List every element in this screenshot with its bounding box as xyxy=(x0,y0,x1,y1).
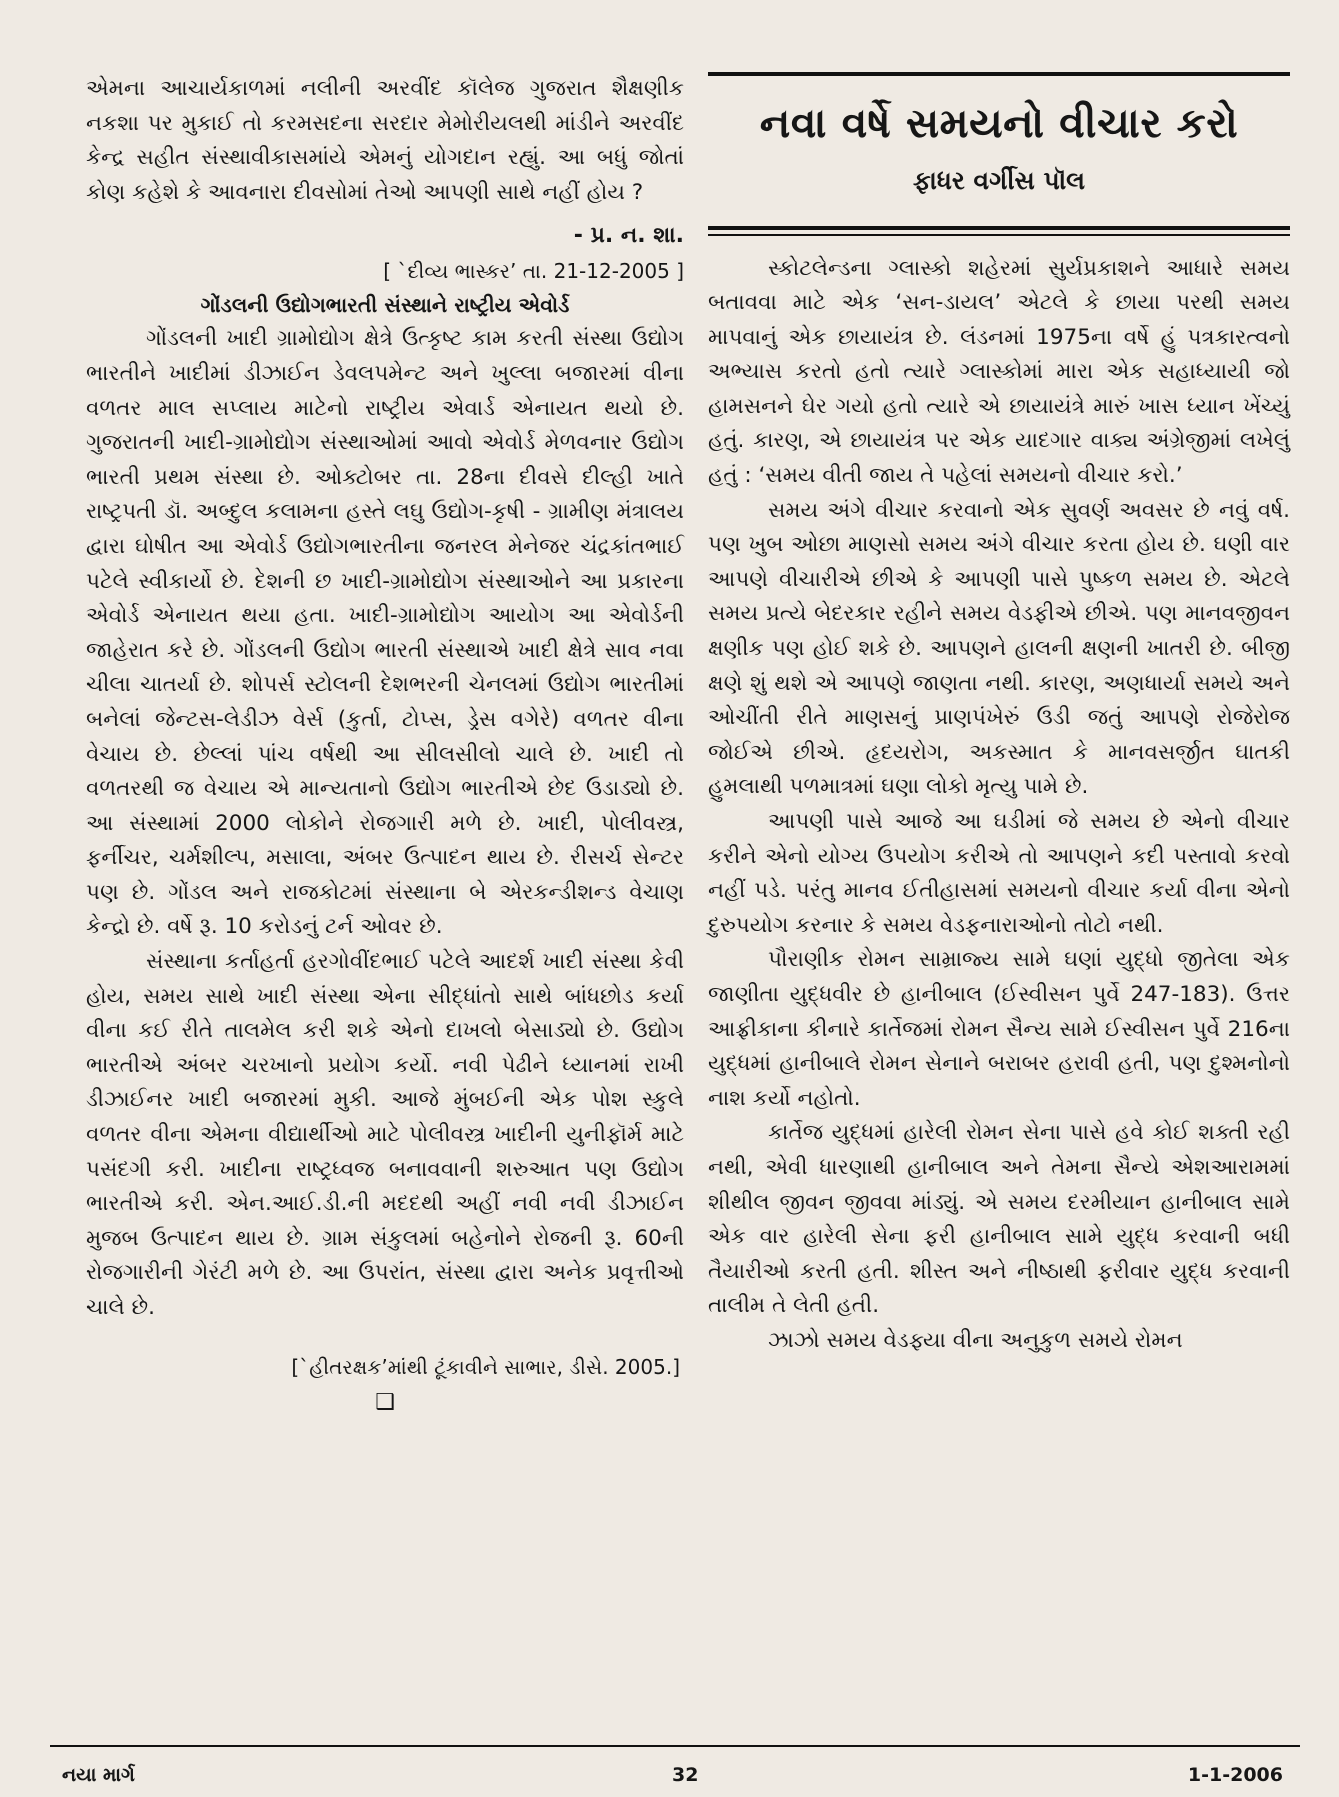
article-subheading: ગોંડલની ઉદ્યોગભારતી સંસ્થાને રાષ્ટ્રીય એવોર્ડ xyxy=(200,293,570,318)
title-top-rule xyxy=(708,72,1290,76)
right-column xyxy=(708,72,1290,1359)
article-title: નવા વર્ષે સમયનો વીચાર કરો xyxy=(759,99,1239,147)
left-paragraph-1: એમના આચાર્યકાળમાં નલીની અરવીંદ કૉલેજ ગુજરાત શૈક્ષણીક નકશા પર મુકાઈ તો કરમસદના સરદાર મેમોરીયલથી માંડીને અરવીંદ કેન્દ્ર સહીત સંસ્થાવીકાસમાંયે એમનું યોગદાન રહ્યું. આ બધું જોતાં કોણ કહેશે કે આવનારા દીવસોમાં તેઓ આપણી સાથે નહીં હોય ? xyxy=(86,76,684,205)
source-citation: [ `દીવ્ય ભાસ્કર’ તા. 21-12-2005 ] xyxy=(383,259,684,284)
article-author: ફાધર વર્ગીસ પૉલ xyxy=(912,166,1086,195)
right-paragraph-1: સ્કોટલેન્ડના ગ્લાસ્કો શહેરમાં સુર્યપ્રકાશને આધારે સમય બતાવવા માટે એક ‘સન-ડાયલ’ એટલે કે છાયા પરથી સમય માપવાનું એક છાયાયંત્ર છે. લંડનમાં 1975ના વર્ષે હું પત્રકારત્વનો અભ્યાસ કરતો હતો ત્યારે ગ્લાસ્કોમાં મારા એક સહાધ્યાયી જો હામસનને ઘેર ગયો હતો ત્યારે એ છાયાયંત્રે મારું ખાસ ધ્યાન ખેંચ્યું હતું. કારણ, એ છાયાયંત્ર પર એક યાદગાર વાક્ય અંગ્રેજીમાં લખેલું હતું : ‘સમય વીતી જાય તે પહેલાં સમયનો વીચાર કરો.’ xyxy=(708,255,1290,489)
end-mark-icon: ❑ xyxy=(375,1389,395,1415)
signature: - પ્ર. ન. શા. xyxy=(573,223,684,249)
right-paragraph-5: કાર્તેજ યુદ્ધમાં હારેલી રોમન સેના પાસે હવે કોઈ શક્તી રહી નથી, એવી ધારણાથી હાનીબાલ અને તેમના સૈન્યે એશઆરામમાં શીથીલ જીવન જીવવા માંડ્યું. એ સમય દરમીયાન હાનીબાલ સામે એક વાર હારેલી સેના ફરી હાનીબાલ સામે યુદ્ધ કરવાની બધી તૈયારીઓ કરતી હતી. શીસ્ત અને નીષ્ઠાથી ફરીવાર યુદ્ધ કરવાની તાલીમ તે લેતી હતી. xyxy=(708,1120,1290,1319)
left-paragraph-2: ગોંડલની ખાદી ગ્રામોદ્યોગ ક્ષેત્રે ઉત્કૃષ્ટ કામ કરતી સંસ્થા ઉદ્યોગ ભારતીને ખાદીમાં ડીઝાઈન ડેવલપમેન્ટ અને ખુલ્લા બજારમાં વીના વળતર માલ સપ્લાય માટેનો રાષ્ટ્રીય એવાર્ડ એનાયત થયો છે. ગુજરાતની ખાદી-ગ્રામોદ્યોગ સંસ્થાઓમાં આવો એવોર્ડ મેળવનાર ઉદ્યોગ ભારતી પ્રથમ સંસ્થા છે. ઓક્ટોબર તા. 28ના દીવસે દીલ્હી ખાતે રાષ્ટ્રપતી ડૉ. અબ્દુલ કલામના હસ્તે લઘુ ઉદ્યોગ-કૃષી - ગ્રામીણ મંત્રાલય દ્વારા ઘોષીત આ એવોર્ડ ઉદ્યોગભારતીના જનરલ મેનેજર ચંદ્રકાંતભાઈ પટેલે સ્વીકાર્યો છે. દેશની છ ખાદી-ગ્રામોદ્યોગ સંસ્થાઓને આ પ્રકારના એવોર્ડ એનાયત થયા હતા. ખાદી-ગ્રામોદ્યોગ આયોગ આ એવોર્ડની જાહેરાત કરે છે. ગોંડલની ઉદ્યોગ ભારતી સંસ્થાએ ખાદી ક્ષેત્રે સાવ નવા ચીલા ચાતર્યા છે. શોપર્સ સ્ટોલની દેશભરની ચેનલમાં ઉદ્યોગ ભારતીમાં બનેલાં જેન્ટસ-લેડીઝ વેર્સ (કુર્તા, ટોપ્સ, ડ્રેસ વગેરે) વળતર વીના વેચાય છે. છેલ્લાં પાંચ વર્ષથી આ સીલસીલો ચાલે છે. ખાદી તો વળતરથી જ વેચાય એ માન્યતાનો ઉદ્યોગ ભારતીએ છેદ ઉડાડ્યો છે. આ સંસ્થામાં 2000 લોકોને રોજગારી મળે છે. ખાદી, પોલીવસ્ત્ર, ફર્નીચર, ચર્મશીલ્પ, મસાલા, અંબર ઉત્પાદન થાય છે. રીસર્ચ સેન્ટર પણ છે. ગોંડલ અને રાજકોટમાં સંસ્થાના બે એરકન્ડીશન્ડ વેચાણ કેન્દ્રો છે. વર્ષે રૂ. 10 કરોડનું ટર્ન ઓવર છે. xyxy=(86,326,684,940)
left-column xyxy=(86,72,684,1418)
credit-line: [`હીતરક્ષક’માંથી ટૂંકાવીને સાભાર, ડીસે. 2005.] xyxy=(291,1354,680,1379)
footer-magazine-name: નયા માર્ગ xyxy=(62,1764,135,1786)
right-paragraph-6: ઝાઝો સમય વેડફ્યા વીના અનુકુળ સમયે રોમન xyxy=(768,1327,1183,1353)
footer-date: 1-1-2006 xyxy=(1187,1764,1283,1786)
right-paragraph-3: આપણી પાસે આજે આ ઘડીમાં જે સમય છે એનો વીચાર કરીને એનો યોગ્ય ઉપયોગ કરીએ તો આપણને કદી પસ્તાવો કરવો નહીં પડે. પરંતુ માનવ ઈતીહાસમાં સમયનો વીચાર કર્યા વીના એનો દુરુપયોગ કરનાર કે સમય વેડફનારાઓનો તોટો નથી. xyxy=(708,809,1290,938)
right-paragraph-4: પૌરાણીક રોમન સામ્રાજ્ય સામે ઘણાં યુદ્ધો જીતેલા એક જાણીતા યુદ્ધવીર છે હાનીબાલ (ઈસ્વીસન પુર્વે 247-183). ઉત્તર આફ્રીકાના કીનારે કાર્તેજમાં રોમન સૈન્ય સામે ઈસ્વીસન પુર્વે 216ના યુદ્ધમાં હાનીબાલે રોમન સેનાને બરાબર હરાવી હતી, પણ દુશ્મનોનો નાશ કર્યો નહોતો. xyxy=(708,947,1290,1111)
right-paragraph-2: સમય અંગે વીચાર કરવાનો એક સુવર્ણ અવસર છે નવું વર્ષ. પણ ખુબ ઓછા માણસો સમય અંગે વીચાર કરતા હોય છે. ઘણી વાર આપણે વીચારીએ છીએ કે આપણી પાસે પુષ્કળ સમય છે. એટલે સમય પ્રત્યે બેદરકાર રહીને સમય વેડફીએ છીએ. પણ માનવજીવન ક્ષણીક પણ હોઈ શકે છે. આપણને હાલની ક્ષણની ખાતરી છે. બીજી ક્ષણે શું થશે એ આપણે જાણતા નથી. કારણ, અણધાર્યા સમયે અને ઓચીંતી રીતે માણસનું પ્રાણપંખેરું ઉડી જતું આપણે રોજેરોજ જોઈએ છીએ. હૃદયરોગ, અકસ્માત કે માનવસર્જીત ઘાતકી હુમલાથી પળમાત્રમાં ઘણા લોકો મૃત્યુ પામે છે. xyxy=(708,497,1290,800)
footer-rule xyxy=(50,1745,1300,1747)
footer-page-number: 32 xyxy=(672,1764,699,1786)
left-paragraph-3: સંસ્થાના કર્તાહર્તા હરગોવીંદભાઈ પટેલે આદર્શ ખાદી સંસ્થા કેવી હોય, સમય સાથે ખાદી સંસ્થા એના સીદ્ધાંતો સાથે બાંધછોડ કર્યા વીના કઈ રીતે તાલમેલ કરી શકે એનો દાખલો બેસાડ્યો છે. ઉદ્યોગ ભારતીએ અંબર ચરખાનો પ્રયોગ કર્યો. નવી પેઢીને ધ્યાનમાં રાખી ડીઝાઈનર ખાદી બજારમાં મુકી. આજે મુંબઈની એક પોશ સ્કુલે વળતર વીના એમના વીદ્યાર્થીઓ માટે પોલીવસ્ત્ર ખાદીની યુનીફૉર્મ માટે પસંદગી કરી. ખાદીના રાષ્ટ્રધ્વજ બનાવવાની શરુઆત પણ ઉદ્યોગ ભારતીએ કરી. એન.આઈ.ડી.ની મદદથી અહીં નવી નવી ડીઝાઈન મુજબ ઉત્પાદન થાય છે. ગ્રામ સંકુલમાં બહેનોને રોજની રૂ. 60ની રોજગારીની ગેરંટી મળે છે. આ ઉપરાંત, સંસ્થા દ્વારા અનેક પ્રવૃત્તીઓ ચાલે છે. xyxy=(86,949,685,1320)
